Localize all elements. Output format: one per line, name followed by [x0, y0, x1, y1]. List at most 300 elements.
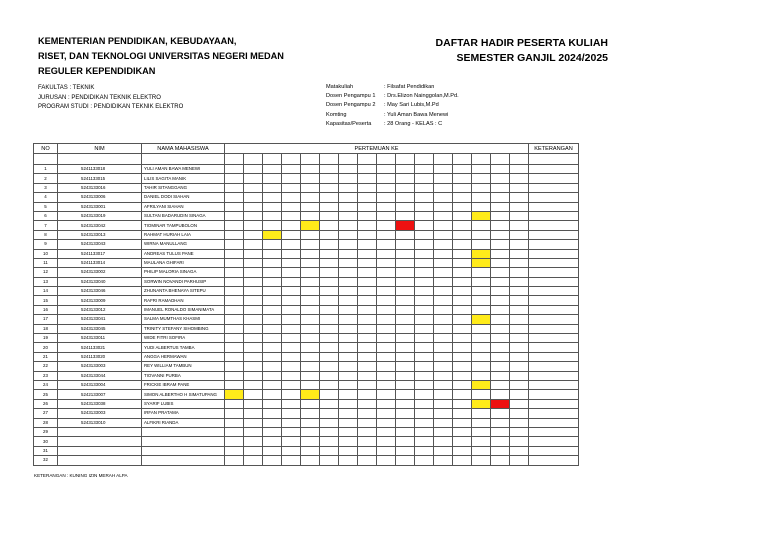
attendance-cell	[396, 249, 415, 258]
attendance-cell	[510, 211, 529, 220]
attendance-cell	[453, 456, 472, 465]
attendance-cell	[415, 352, 434, 361]
attendance-cell	[320, 174, 339, 183]
attendance-cell	[339, 380, 358, 389]
course-info-row	[326, 83, 459, 92]
meeting-column-cell	[263, 154, 282, 165]
attendance-cell	[510, 258, 529, 267]
attendance-cell	[225, 315, 244, 324]
attendance-cell	[244, 437, 263, 446]
attendance-cell	[396, 296, 415, 305]
row-number: 32	[34, 456, 58, 465]
attendance-cell	[282, 221, 301, 230]
course-info-value: : May Sari Lubis,M.Pd	[384, 102, 439, 109]
attendance-cell	[434, 399, 453, 408]
attendance-cell	[415, 277, 434, 286]
notes-cell	[529, 409, 579, 418]
attendance-cell	[510, 305, 529, 314]
attendance-cell	[320, 334, 339, 343]
attendance-cell	[472, 352, 491, 361]
student-nim	[58, 446, 142, 455]
attendance-cell	[320, 343, 339, 352]
table-row	[34, 409, 579, 418]
attendance-cell	[339, 343, 358, 352]
attendance-cell	[415, 427, 434, 436]
attendance-cell	[415, 165, 434, 174]
attendance-cell	[301, 268, 320, 277]
attendance-cell	[301, 446, 320, 455]
attendance-cell	[396, 371, 415, 380]
attendance-cell	[377, 193, 396, 202]
attendance-cell	[282, 352, 301, 361]
attendance-cell	[377, 399, 396, 408]
student-nim: 5243133010	[58, 418, 142, 427]
meeting-column-cell	[244, 154, 263, 165]
attendance-cell	[453, 324, 472, 333]
student-name: TIOVANNI PURBA	[142, 371, 225, 380]
attendance-cell	[453, 287, 472, 296]
attendance-cell	[491, 249, 510, 258]
attendance-cell	[377, 334, 396, 343]
attendance-cell	[377, 456, 396, 465]
attendance-cell	[396, 240, 415, 249]
course-info-row	[326, 120, 459, 129]
table-row	[34, 437, 579, 446]
attendance-cell	[282, 305, 301, 314]
row-number: 7	[34, 221, 58, 230]
attendance-cell	[434, 268, 453, 277]
attendance-cell	[320, 456, 339, 465]
attendance-cell	[244, 362, 263, 371]
attendance-cell	[510, 334, 529, 343]
attendance-cell	[491, 193, 510, 202]
attendance-cell	[434, 211, 453, 220]
student-nim	[58, 427, 142, 436]
student-nim: 5243133013	[58, 230, 142, 239]
attendance-cell	[263, 287, 282, 296]
attendance-cell	[301, 427, 320, 436]
student-nim	[58, 456, 142, 465]
student-name: RAFRI RAMADHAN	[142, 296, 225, 305]
table-row	[34, 334, 579, 343]
notes-cell	[529, 193, 579, 202]
attendance-cell	[320, 390, 339, 399]
attendance-cell	[491, 174, 510, 183]
attendance-cell	[301, 193, 320, 202]
attendance-cell	[225, 287, 244, 296]
attendance-cell	[301, 183, 320, 192]
attendance-cell	[244, 390, 263, 399]
attendance-cell	[396, 268, 415, 277]
notes-cell	[529, 287, 579, 296]
attendance-cell	[225, 183, 244, 192]
attendance-cell	[244, 446, 263, 455]
attendance-cell	[225, 221, 244, 230]
attendance-cell	[263, 183, 282, 192]
student-name: SORWIN NOVANDI PARHUSIP	[142, 277, 225, 286]
attendance-cell	[263, 362, 282, 371]
attendance-cell	[377, 221, 396, 230]
notes-cell	[529, 296, 579, 305]
student-name	[142, 446, 225, 455]
attendance-cell	[225, 230, 244, 239]
attendance-cell	[225, 258, 244, 267]
attendance-cell	[301, 437, 320, 446]
attendance-cell	[453, 296, 472, 305]
attendance-cell	[453, 315, 472, 324]
attendance-cell	[453, 277, 472, 286]
header-nim: NIM	[58, 144, 142, 154]
student-name: IRFAN PRATAMA	[142, 409, 225, 418]
course-info	[326, 83, 459, 129]
attendance-cell	[339, 362, 358, 371]
attendance-cell	[453, 249, 472, 258]
attendance-cell	[377, 268, 396, 277]
attendance-cell	[510, 352, 529, 361]
student-nim: 5243133003	[58, 362, 142, 371]
row-number: 1	[34, 165, 58, 174]
attendance-cell	[415, 193, 434, 202]
attendance-cell	[339, 446, 358, 455]
attendance-cell	[491, 277, 510, 286]
attendance-cell	[491, 334, 510, 343]
title-line-1: DAFTAR HADIR PESERTA KULIAH	[435, 37, 608, 49]
attendance-cell	[472, 371, 491, 380]
attendance-cell	[491, 390, 510, 399]
attendance-cell	[282, 249, 301, 258]
attendance-cell	[415, 446, 434, 455]
attendance-cell	[339, 287, 358, 296]
attendance-cell	[301, 324, 320, 333]
attendance-cell	[510, 277, 529, 286]
attendance-cell	[396, 390, 415, 399]
attendance-cell	[301, 409, 320, 418]
meeting-column-cell	[434, 154, 453, 165]
attendance-cell	[396, 456, 415, 465]
institution-line-3: REGULER KEPENDIDIKAN	[38, 66, 156, 76]
attendance-cell	[510, 174, 529, 183]
attendance-mark-kuning	[263, 230, 282, 239]
attendance-cell	[263, 249, 282, 258]
attendance-cell	[282, 427, 301, 436]
attendance-cell	[510, 371, 529, 380]
attendance-cell	[244, 221, 263, 230]
attendance-cell	[396, 399, 415, 408]
notes-cell	[529, 446, 579, 455]
attendance-cell	[225, 305, 244, 314]
attendance-cell	[396, 427, 415, 436]
attendance-cell	[301, 258, 320, 267]
attendance-cell	[453, 362, 472, 371]
attendance-cell	[491, 183, 510, 192]
notes-cell	[529, 240, 579, 249]
attendance-cell	[510, 240, 529, 249]
attendance-cell	[339, 352, 358, 361]
student-nim: 5243133004	[58, 380, 142, 389]
table-row	[34, 183, 579, 192]
attendance-cell	[358, 258, 377, 267]
attendance-cell	[320, 427, 339, 436]
attendance-cell	[434, 165, 453, 174]
attendance-cell	[339, 390, 358, 399]
course-info-value: : 28 Orang - KELAS : C	[384, 120, 443, 127]
attendance-cell	[339, 268, 358, 277]
attendance-cell	[434, 343, 453, 352]
attendance-cell	[377, 202, 396, 211]
header-meetings: PERTEMUAN KE	[225, 144, 529, 154]
attendance-cell	[415, 409, 434, 418]
institution-line-2: RISET, DAN TEKNOLOGI UNIVERSITAS NEGERI MEDAN	[38, 51, 284, 61]
attendance-cell	[320, 221, 339, 230]
attendance-cell	[263, 437, 282, 446]
meeting-column-cell	[282, 154, 301, 165]
attendance-cell	[263, 305, 282, 314]
attendance-cell	[339, 437, 358, 446]
student-nim: 5243133043	[58, 240, 142, 249]
attendance-cell	[244, 240, 263, 249]
attendance-cell	[320, 437, 339, 446]
attendance-cell	[453, 418, 472, 427]
student-name	[142, 427, 225, 436]
attendance-cell	[282, 174, 301, 183]
attendance-mark-kuning	[472, 249, 491, 258]
attendance-cell	[263, 352, 282, 361]
attendance-cell	[453, 165, 472, 174]
attendance-cell	[434, 296, 453, 305]
attendance-cell	[434, 174, 453, 183]
attendance-cell	[510, 249, 529, 258]
row-number: 4	[34, 193, 58, 202]
notes-cell	[529, 343, 579, 352]
student-nim: 5241133017	[58, 249, 142, 258]
attendance-mark-kuning	[472, 258, 491, 267]
attendance-cell	[282, 343, 301, 352]
attendance-cell	[320, 268, 339, 277]
attendance-cell	[358, 287, 377, 296]
attendance-cell	[244, 174, 263, 183]
attendance-cell	[472, 296, 491, 305]
attendance-cell	[434, 446, 453, 455]
table-header-row	[34, 144, 579, 154]
attendance-cell	[434, 249, 453, 258]
attendance-cell	[225, 334, 244, 343]
row-number: 8	[34, 230, 58, 239]
attendance-cell	[510, 418, 529, 427]
attendance-cell	[472, 305, 491, 314]
notes-cell	[529, 183, 579, 192]
attendance-cell	[358, 211, 377, 220]
attendance-cell	[377, 211, 396, 220]
attendance-cell	[434, 240, 453, 249]
attendance-cell	[377, 409, 396, 418]
attendance-cell	[491, 456, 510, 465]
notes-cell	[529, 249, 579, 258]
attendance-cell	[358, 371, 377, 380]
attendance-cell	[377, 183, 396, 192]
row-number: 5	[34, 202, 58, 211]
attendance-cell	[434, 380, 453, 389]
table-row	[34, 193, 579, 202]
attendance-cell	[244, 287, 263, 296]
row-number: 27	[34, 409, 58, 418]
attendance-cell	[282, 268, 301, 277]
attendance-cell	[358, 399, 377, 408]
attendance-cell	[453, 352, 472, 361]
attendance-cell	[320, 315, 339, 324]
legend-note: KETERANGAN : KUNING IZIN MERAH ALPA	[34, 473, 128, 478]
row-number: 23	[34, 371, 58, 380]
table-subheader-row	[34, 154, 579, 165]
notes-cell	[529, 277, 579, 286]
attendance-cell	[244, 334, 263, 343]
attendance-cell	[491, 296, 510, 305]
attendance-cell	[472, 174, 491, 183]
attendance-cell	[339, 202, 358, 211]
attendance-cell	[282, 324, 301, 333]
attendance-mark-kuning	[472, 380, 491, 389]
attendance-cell	[415, 456, 434, 465]
course-info-value: : Filsafat Pendidikan	[384, 84, 435, 90]
attendance-cell	[244, 230, 263, 239]
attendance-cell	[225, 427, 244, 436]
attendance-cell	[244, 315, 263, 324]
row-number: 14	[34, 287, 58, 296]
attendance-cell	[510, 287, 529, 296]
attendance-cell	[263, 174, 282, 183]
course-info-label: Dosen Pengampu 1	[326, 93, 376, 100]
document-title	[436, 36, 608, 66]
attendance-cell	[415, 202, 434, 211]
attendance-cell	[225, 174, 244, 183]
institution-line-1: KEMENTERIAN PENDIDIKAN, KEBUDAYAAN,	[38, 36, 237, 46]
attendance-cell	[415, 380, 434, 389]
attendance-cell	[301, 399, 320, 408]
attendance-cell	[453, 427, 472, 436]
attendance-cell	[377, 418, 396, 427]
attendance-cell	[415, 230, 434, 239]
attendance-cell	[358, 165, 377, 174]
attendance-cell	[510, 343, 529, 352]
attendance-cell	[320, 240, 339, 249]
attendance-cell	[415, 249, 434, 258]
row-number: 26	[34, 399, 58, 408]
attendance-cell	[453, 221, 472, 230]
attendance-cell	[415, 268, 434, 277]
row-number: 21	[34, 352, 58, 361]
attendance-cell	[358, 324, 377, 333]
row-number: 10	[34, 249, 58, 258]
attendance-cell	[396, 409, 415, 418]
attendance-table	[33, 143, 579, 466]
student-nim: 5241133014	[58, 258, 142, 267]
attendance-cell	[415, 343, 434, 352]
table-row	[34, 249, 579, 258]
meeting-column-cell	[472, 154, 491, 165]
attendance-cell	[301, 211, 320, 220]
student-name: SIMON ALBERTHO H SIMATUPANG	[142, 390, 225, 399]
student-name: TAHIR SITANGGANG	[142, 183, 225, 192]
attendance-cell	[282, 418, 301, 427]
attendance-cell	[263, 296, 282, 305]
attendance-cell	[358, 456, 377, 465]
student-name: REY WILLIAM TAMBUN	[142, 362, 225, 371]
meeting-column-cell	[510, 154, 529, 165]
attendance-cell	[415, 362, 434, 371]
attendance-cell	[358, 183, 377, 192]
course-info-value: : Yuli Aman Bawa Menewi	[384, 111, 449, 118]
notes-cell	[529, 165, 579, 174]
attendance-cell	[339, 296, 358, 305]
table-row	[34, 305, 579, 314]
attendance-cell	[282, 362, 301, 371]
row-number: 20	[34, 343, 58, 352]
attendance-cell	[491, 437, 510, 446]
attendance-cell	[358, 202, 377, 211]
attendance-cell	[282, 287, 301, 296]
attendance-cell	[282, 409, 301, 418]
meeting-column-cell	[377, 154, 396, 165]
meeting-column-cell	[396, 154, 415, 165]
attendance-cell	[377, 390, 396, 399]
table-row	[34, 211, 579, 220]
attendance-cell	[339, 165, 358, 174]
attendance-cell	[510, 165, 529, 174]
attendance-cell	[263, 456, 282, 465]
attendance-cell	[301, 343, 320, 352]
attendance-cell	[510, 362, 529, 371]
attendance-cell	[225, 380, 244, 389]
row-number: 15	[34, 296, 58, 305]
attendance-cell	[282, 296, 301, 305]
attendance-cell	[301, 315, 320, 324]
attendance-cell	[472, 362, 491, 371]
attendance-cell	[339, 277, 358, 286]
attendance-cell	[396, 211, 415, 220]
attendance-cell	[396, 418, 415, 427]
attendance-cell	[510, 390, 529, 399]
attendance-cell	[339, 221, 358, 230]
attendance-cell	[377, 371, 396, 380]
attendance-cell	[320, 296, 339, 305]
student-nim	[58, 437, 142, 446]
attendance-cell	[244, 456, 263, 465]
course-info-value: : Drs.Elizon Nainggolan,M.Pd.	[384, 93, 459, 100]
attendance-cell	[510, 409, 529, 418]
attendance-cell	[415, 305, 434, 314]
attendance-cell	[453, 230, 472, 239]
table-row	[34, 268, 579, 277]
student-nim: 5243133012	[58, 305, 142, 314]
student-nim: 5243133038	[58, 399, 142, 408]
attendance-cell	[358, 249, 377, 258]
attendance-cell	[263, 418, 282, 427]
attendance-cell	[472, 446, 491, 455]
attendance-cell	[472, 240, 491, 249]
attendance-cell	[301, 240, 320, 249]
attendance-cell	[491, 343, 510, 352]
attendance-cell	[396, 315, 415, 324]
table-row	[34, 315, 579, 324]
attendance-cell	[434, 315, 453, 324]
attendance-mark-kuning	[472, 211, 491, 220]
attendance-cell	[510, 446, 529, 455]
attendance-cell	[472, 193, 491, 202]
attendance-cell	[491, 258, 510, 267]
attendance-cell	[377, 437, 396, 446]
attendance-cell	[453, 380, 472, 389]
attendance-cell	[377, 380, 396, 389]
attendance-cell	[301, 352, 320, 361]
